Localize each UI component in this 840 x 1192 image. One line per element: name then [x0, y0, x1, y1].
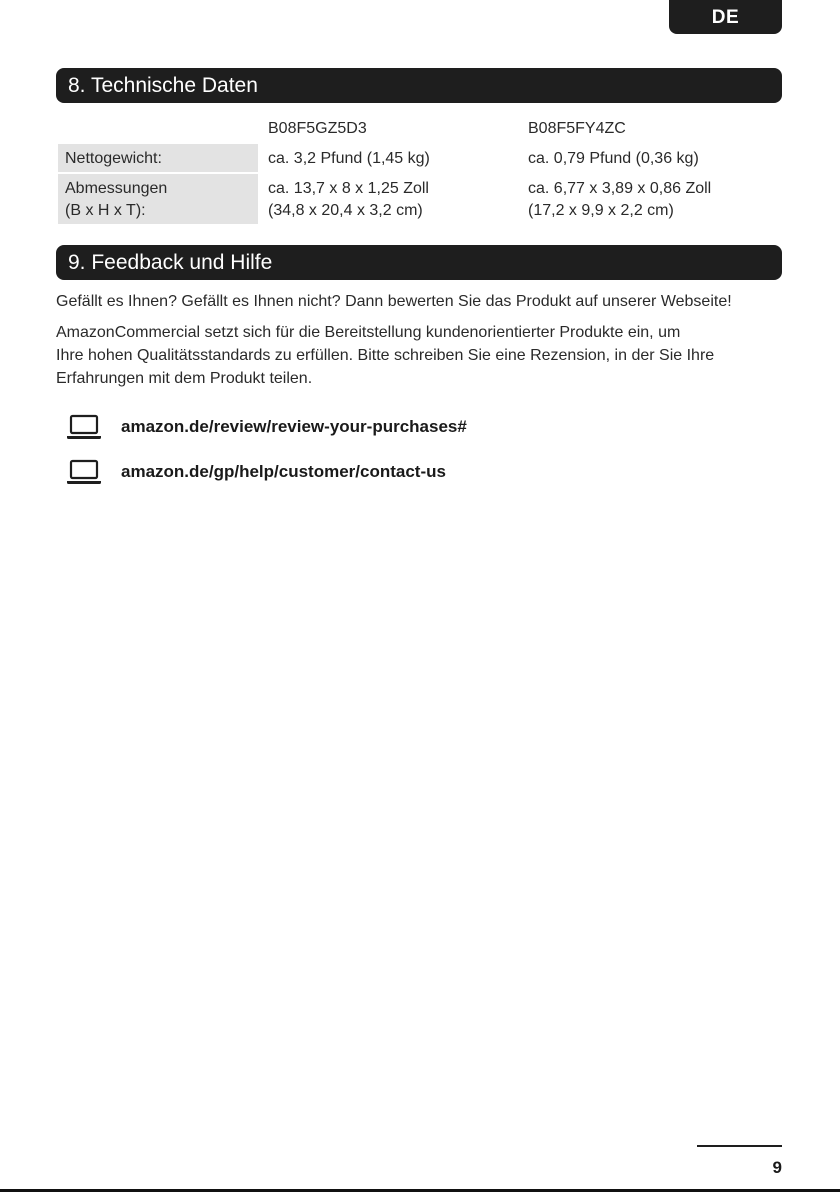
column-header-model-1: B08F5GZ5D3 — [268, 120, 367, 137]
row-label-dimensions — [58, 174, 258, 224]
feedback-intro-text: Gefällt es Ihnen? Gefällt es Ihnen nicht? Dann bewerten Sie das Produkt auf unserer Webseite! — [56, 293, 732, 310]
body-line: Ihre hohen Qualitätsstandards zu erfüllen. Bitte schreiben Sie eine Rezension, in der Sie Ihre — [56, 347, 715, 364]
spec-table — [58, 114, 782, 224]
page-number: 9 — [772, 1158, 782, 1177]
row-label-line: Abmessungen — [65, 180, 168, 197]
laptop-icon — [66, 414, 102, 440]
cell-line: ca. 6,77 x 3,89 x 0,86 Zoll — [528, 180, 712, 197]
review-link-row — [66, 413, 467, 441]
cell-line: (34,8 x 20,4 x 3,2 cm) — [268, 202, 423, 219]
review-link[interactable]: amazon.de/review/review-your-purchases# — [121, 417, 467, 436]
section-heading-technical-data: 8. Technische Daten — [56, 68, 782, 103]
spec-row-dimensions — [58, 174, 782, 224]
row-label-line: Nettogewicht: — [65, 150, 162, 167]
contact-link-row — [66, 458, 446, 486]
cell-line: (17,2 x 9,9 x 2,2 cm) — [528, 202, 674, 219]
page-number-rule — [697, 1145, 782, 1147]
body-line: AmazonCommercial setzt sich für die Bereitstellung kundenorientierter Produkte ein, um — [56, 324, 681, 341]
weight-model-1 — [268, 148, 430, 170]
dimensions-model-1 — [268, 178, 429, 222]
cell-line: ca. 3,2 Pfund (1,45 kg) — [268, 150, 430, 167]
spec-table-header — [58, 114, 782, 142]
section-heading-feedback: 9. Feedback und Hilfe — [56, 245, 782, 280]
cell-line: ca. 13,7 x 8 x 1,25 Zoll — [268, 180, 429, 197]
contact-link[interactable]: amazon.de/gp/help/customer/contact-us — [121, 462, 446, 481]
column-header-model-2: B08F5FY4ZC — [528, 120, 626, 137]
laptop-icon — [66, 459, 102, 485]
weight-model-2 — [528, 148, 699, 170]
dimensions-model-2 — [528, 178, 711, 222]
body-line: Erfahrungen mit dem Produkt teilen. — [56, 370, 313, 387]
cell-line: ca. 0,79 Pfund (0,36 kg) — [528, 150, 699, 167]
feedback-body-text — [56, 321, 786, 390]
language-tab: DE — [669, 0, 782, 34]
spec-row-weight — [58, 144, 782, 172]
row-label-line: (B x H x T): — [65, 202, 146, 219]
row-label-weight — [58, 144, 258, 172]
